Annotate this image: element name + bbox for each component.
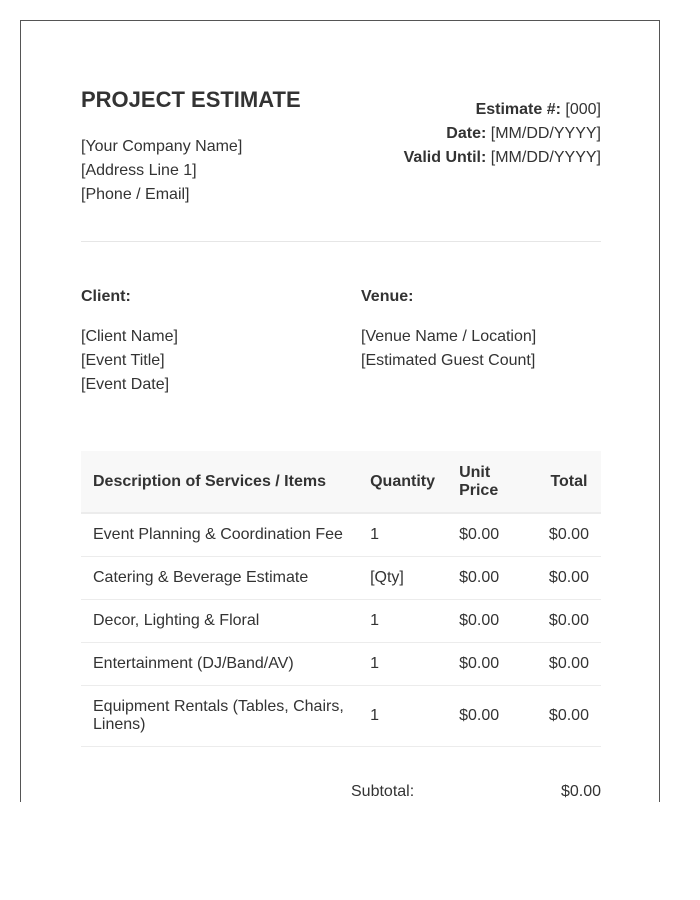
row-total: $0.00 (537, 557, 601, 600)
row-description: Entertainment (DJ/Band/AV) (81, 643, 358, 686)
valid-until-value: [MM/DD/YYYY] (490, 149, 601, 166)
guest-count: [Estimated Guest Count] (361, 352, 536, 369)
column-header-quantity: Quantity (358, 451, 447, 513)
row-description: Event Planning & Coordination Fee (81, 513, 358, 557)
table-row (81, 513, 601, 557)
estimate-meta (404, 98, 601, 170)
estimate-date-value: [MM/DD/YYYY] (490, 125, 601, 142)
row-unit-price: $0.00 (447, 643, 537, 686)
client-heading: Client: (81, 288, 131, 305)
venue-block (361, 285, 536, 373)
row-total: $0.00 (537, 686, 601, 747)
column-header-description: Description of Services / Items (81, 451, 358, 513)
estimate-date-label: Date: (446, 125, 487, 142)
row-quantity: 1 (358, 513, 447, 557)
row-quantity: [Qty] (358, 557, 447, 600)
table-row (81, 557, 601, 600)
estimate-number-label: Estimate #: (475, 101, 561, 118)
estimate-page (20, 20, 660, 802)
column-header-unit-price: Unit Price (447, 451, 537, 513)
table-row (81, 686, 601, 747)
event-title: [Event Title] (81, 352, 165, 369)
row-unit-price: $0.00 (447, 600, 537, 643)
venue-location: [Venue Name / Location] (361, 328, 537, 345)
table-row (81, 600, 601, 643)
subtotal-label: Subtotal: (351, 783, 415, 800)
valid-until-label: Valid Until: (403, 149, 487, 166)
company-address: [Address Line 1] (81, 162, 197, 179)
subtotal-value: $0.00 (560, 783, 601, 800)
row-total: $0.00 (537, 513, 601, 557)
client-block (81, 285, 178, 397)
row-total: $0.00 (537, 600, 601, 643)
client-name: [Client Name] (81, 328, 178, 345)
header-divider (81, 241, 601, 242)
table-row (81, 643, 601, 686)
venue-heading: Venue: (361, 288, 414, 305)
company-contact: [Phone / Email] (81, 186, 190, 203)
line-items-table (81, 451, 601, 747)
estimate-date-row (404, 122, 601, 146)
event-date: [Event Date] (81, 376, 170, 393)
estimate-number-value: [000] (565, 101, 601, 118)
row-quantity: 1 (358, 643, 447, 686)
row-unit-price: $0.00 (447, 513, 537, 557)
row-description: Equipment Rentals (Tables, Chairs, Linens) (81, 686, 358, 747)
row-unit-price: $0.00 (447, 686, 537, 747)
row-total: $0.00 (537, 643, 601, 686)
table-header-row (81, 451, 601, 513)
company-name: [Your Company Name] (81, 138, 243, 155)
column-header-total: Total (537, 451, 601, 513)
row-quantity: 1 (358, 686, 447, 747)
row-description: Catering & Beverage Estimate (81, 557, 358, 600)
row-quantity: 1 (358, 600, 447, 643)
valid-until-row (404, 146, 601, 170)
company-info (81, 135, 242, 207)
row-description: Decor, Lighting & Floral (81, 600, 358, 643)
document-title: PROJECT ESTIMATE (81, 87, 301, 112)
estimate-number-row (404, 98, 601, 122)
row-unit-price: $0.00 (447, 557, 537, 600)
